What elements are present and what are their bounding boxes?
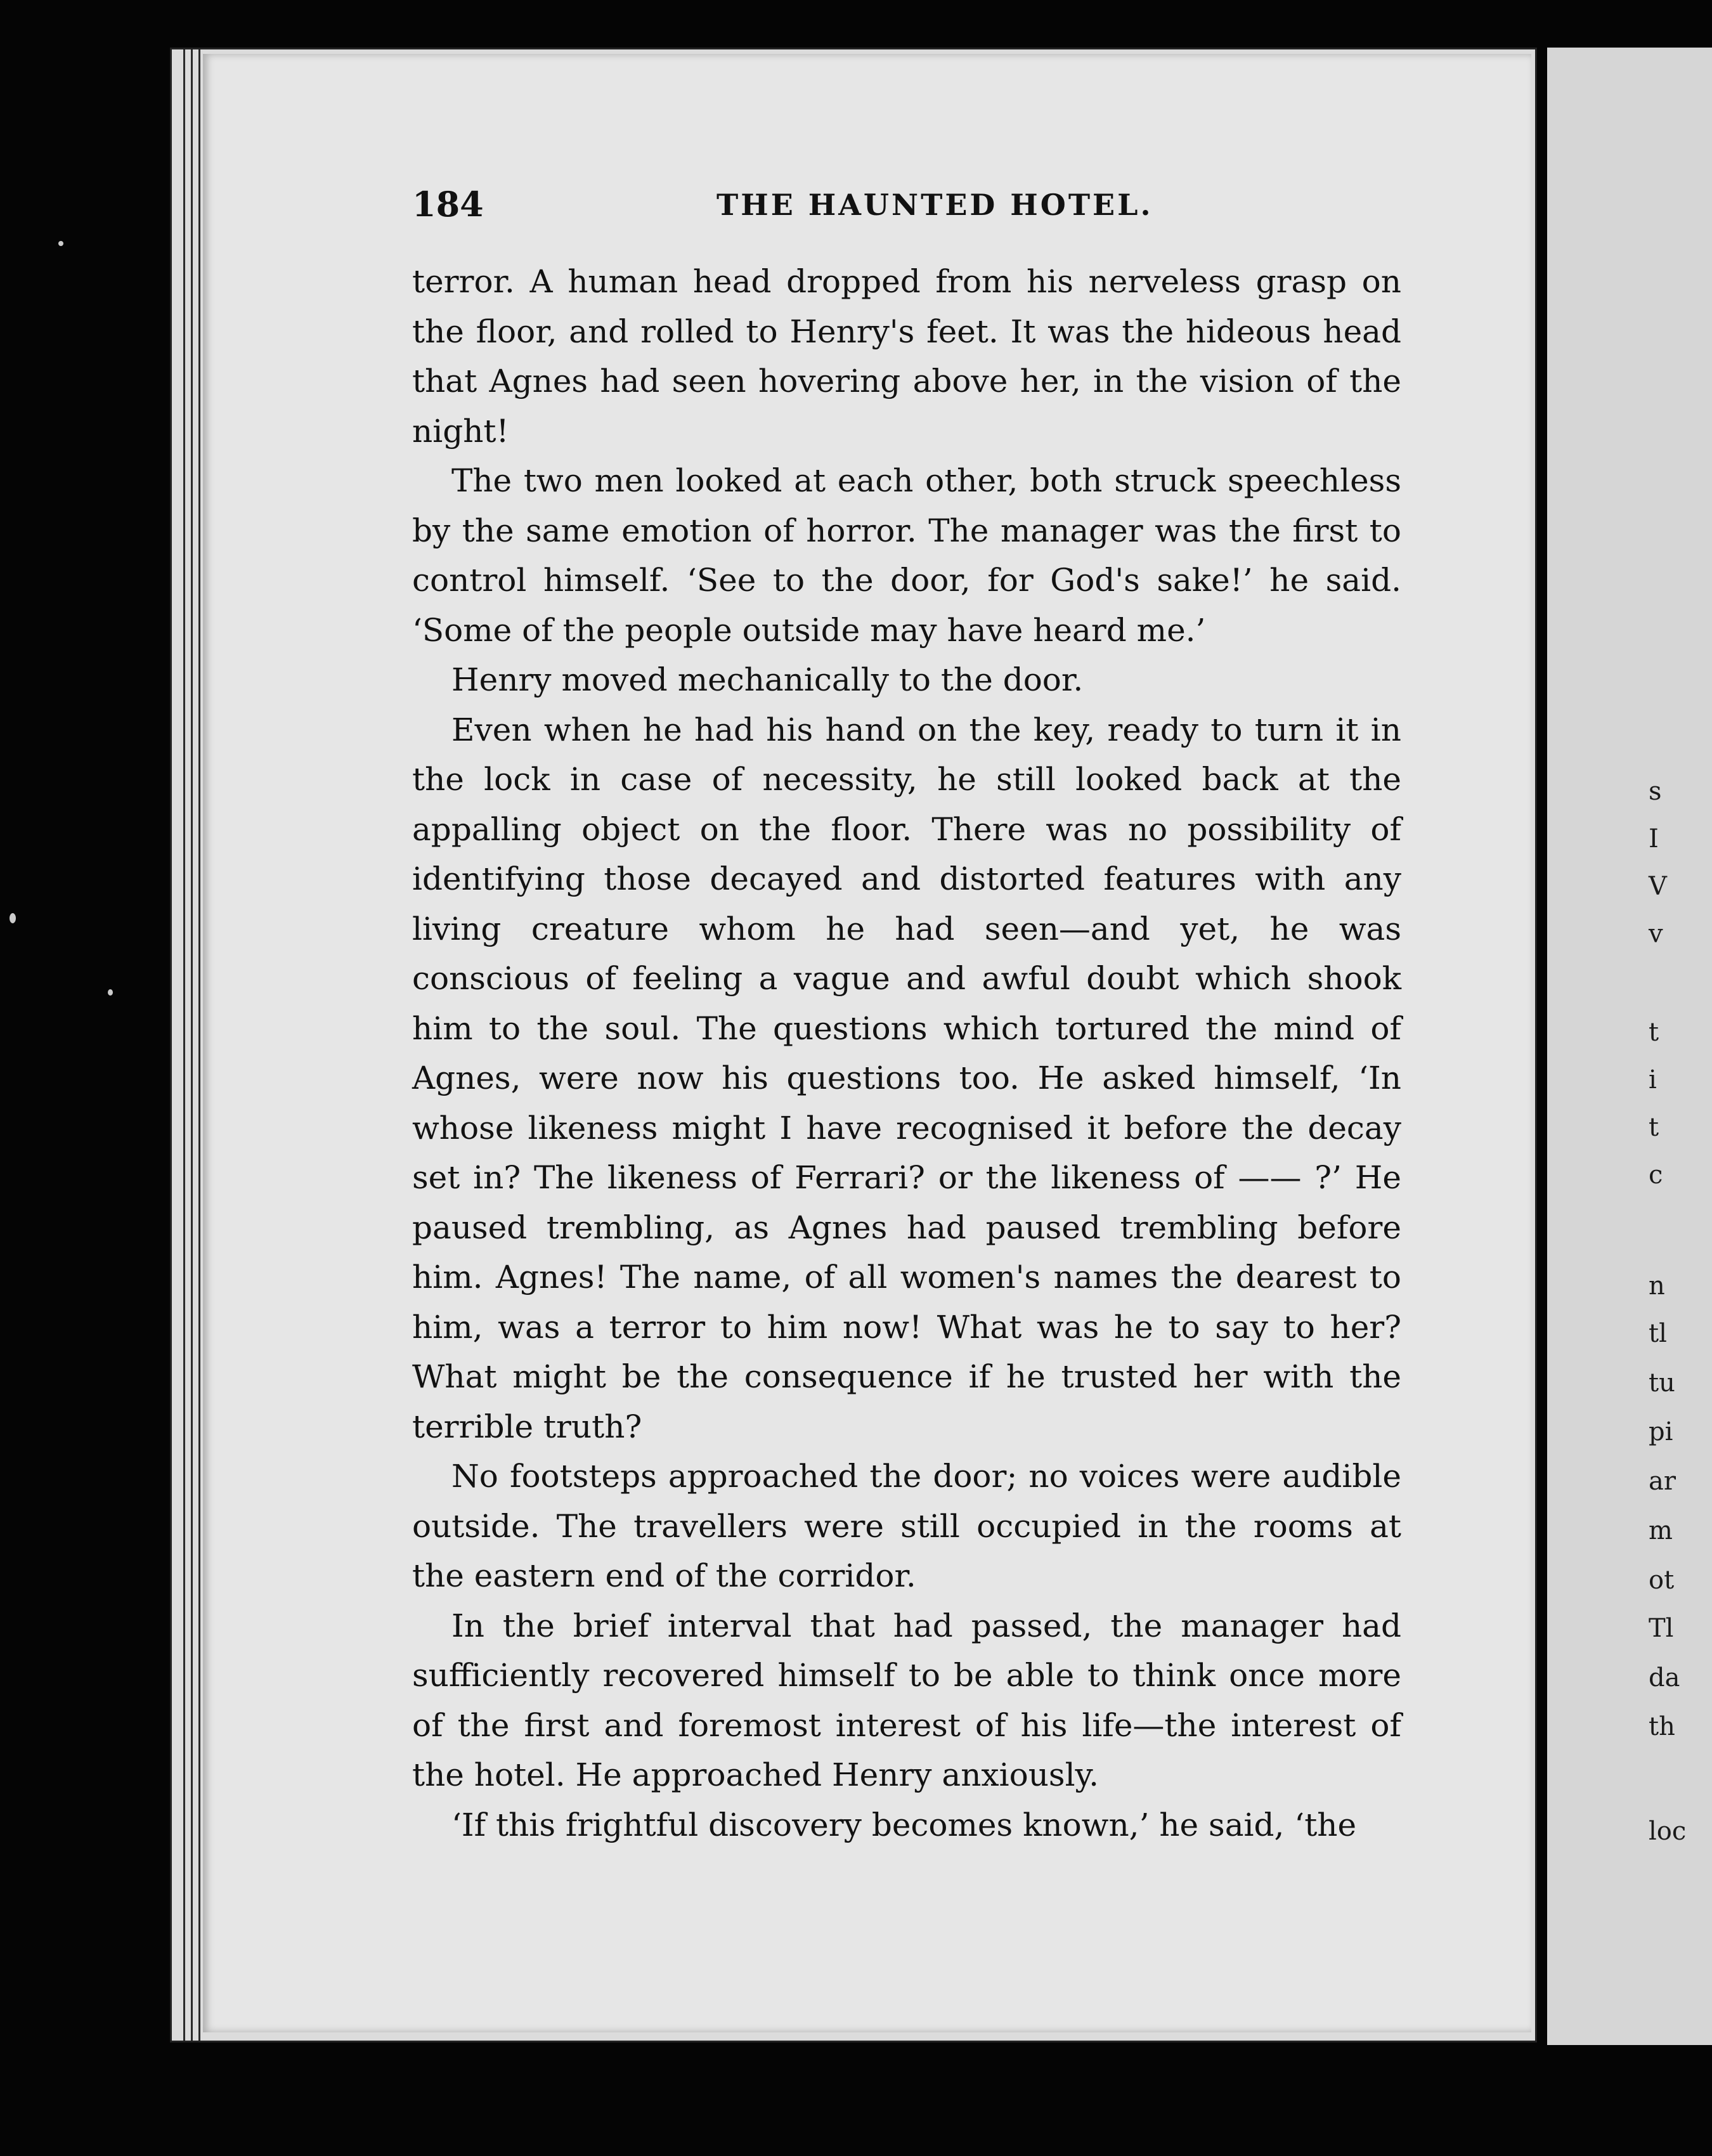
page-edge-line — [198, 49, 200, 2041]
facing-text-fragment: v — [1649, 919, 1663, 949]
facing-text-fragment: c — [1649, 1160, 1663, 1190]
facing-text-fragment: t — [1649, 1113, 1659, 1142]
scan-speck — [108, 989, 113, 996]
page-number: 184 — [412, 184, 484, 224]
facing-text-fragment: t — [1649, 1018, 1659, 1047]
facing-text-fragment: th — [1649, 1712, 1675, 1741]
facing-text-fragment: pi — [1649, 1417, 1673, 1446]
facing-text-fragment: s — [1649, 777, 1662, 806]
facing-text-fragment: n — [1649, 1271, 1665, 1301]
paragraph: In the brief interval that had passed, the manager had sufficiently recovered himself to be able to think once more of the first and foremost interest of his life—the interest of the hotel. He approached Henry anxiously. — [412, 1607, 1401, 1793]
paragraph: Henry moved mechanically to the door. — [451, 661, 1084, 698]
facing-text-fragment: i — [1649, 1065, 1657, 1094]
facing-text-fragment: ot — [1649, 1566, 1675, 1595]
facing-text-fragment: tl — [1649, 1319, 1667, 1348]
running-title: THE HAUNTED HOTEL. — [717, 188, 1153, 222]
page-edge-line — [183, 49, 185, 2041]
facing-text-fragment: tu — [1649, 1368, 1675, 1398]
paragraph: ‘If this frightful discovery becomes known,’ he said, ‘the — [451, 1806, 1357, 1843]
page-header — [412, 184, 1481, 228]
facing-text-fragment: m — [1649, 1516, 1673, 1545]
paragraph: Even when he had his hand on the key, ready to turn it in the lock in case of necessity, he still looked back at the appalling object on the floor. There was no possibility of identifying those decayed and distorted features with any living creature whom he had seen—and yet, he was conscious of feeling a vague and awful doubt which shook him to the soul. The questions which tortured the mind of Agnes, were now his questions too. He asked himself, ‘In whose likeness might I have recognised it before the decay set in? The likeness of Ferrari? or the likeness of —— ?’ He paused trembling, as Agnes had paused trembling before him. Agnes! The name, of all women's names the dearest to him, was a terror to him now! What was he to say to her? What might be the consequence if he trusted her with the terrible truth? — [412, 711, 1401, 1445]
facing-text-fragment: ar — [1649, 1467, 1676, 1496]
paragraph: No footsteps approached the door; no voices were audible outside. The travellers were still occupied in the rooms at the eastern end of the corridor. — [412, 1458, 1401, 1594]
paragraph: terror. A human head dropped from his nerveless grasp on the floor, and rolled to Henry's feet. It was the hideous head that Agnes had seen hovering above her, in the vision of the night! — [412, 263, 1401, 450]
facing-page-fragment — [1547, 48, 1712, 2045]
facing-text-fragment: V — [1649, 872, 1667, 901]
facing-text-fragment: loc — [1649, 1817, 1687, 1846]
paragraph: The two men looked at each other, both struck speechless by the same emotion of horror. The manager was the first to control himself. ‘See to the door, for God's sake!’ he said. ‘Some of the people outside may have heard me.’ — [412, 462, 1401, 649]
page-edge-line — [191, 49, 193, 2041]
scan-speck — [58, 241, 63, 246]
scan-speck — [10, 913, 16, 923]
facing-text-fragment: da — [1649, 1663, 1680, 1692]
facing-text-fragment: Tl — [1649, 1614, 1674, 1643]
body-text — [412, 257, 1401, 1850]
facing-text-fragment: I — [1649, 824, 1659, 854]
